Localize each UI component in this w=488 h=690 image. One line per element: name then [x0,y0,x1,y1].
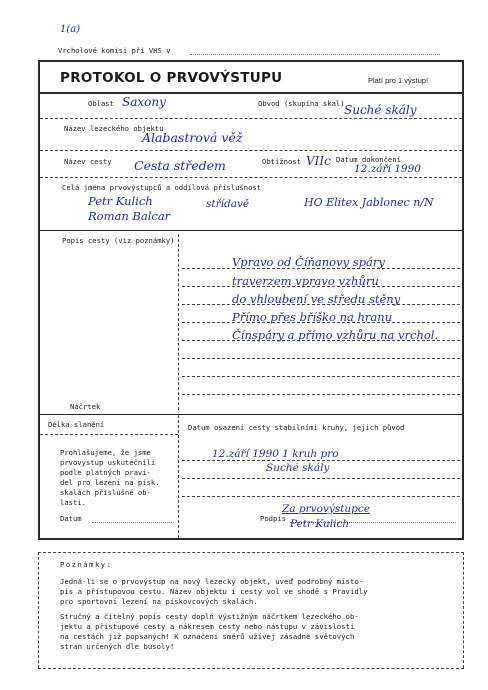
obvod-label: Obvod (skupina skal) [258,99,345,108]
form-top-border [38,60,464,62]
kruhy-line-1: 12.září 1990 1 kruh pro [212,448,339,460]
notes-line-3: pro sportovní lezení na pískovcových skalách. [60,597,258,606]
datum-value: 12.září 1990 [354,163,421,175]
climbers-note: střídavě [206,198,250,210]
climber-1: Petr Kulich [88,194,153,208]
climber-2: Roman Balcar [88,209,171,223]
signature-line-1: Za prvovýstupce [282,503,370,515]
notes-line-5: Stručný a čitelný popis cesty doplň výstižným náčrtkem lezeckého ob- [60,612,359,621]
description-line-3: do vhloubení ve středu stěny [232,292,401,306]
jmena-row-divider [38,230,464,231]
notes-line-7: na cestách již popsaných! K označení směrů užívej zásadně světových [60,632,355,641]
notes-top-border [38,552,464,553]
notes-bottom-border [38,668,464,669]
cesta-row-divider [40,177,462,178]
oblast-row-divider [40,118,462,119]
description-line-1: Vpravo od Číňanovy spáry [232,255,385,269]
notes-right-border [463,552,464,668]
prohlaseni-line-6: lasti. [60,498,86,507]
delka-column-divider [178,415,179,538]
podpis-label: Podpis [260,514,286,523]
notes-line-2: pis a přístupovou cestu. Název objektu i cesty vol ve shodě s Pravidly [60,587,368,596]
objekt-value: Alabastrová věž [142,130,243,145]
kruhy-rule-1 [182,460,460,461]
cesta-label: Název cesty [64,157,112,166]
kruhy-rule-2 [182,478,460,479]
notes-line-1: Jedná-li se o prvovýstup na nový lezecký objekt, uveď podrobný místo- [60,577,364,586]
popis-rule-8 [182,394,460,395]
prohlaseni-line-4: del pro lezení na písk. [60,478,160,487]
prohlaseni-line-3: podle platných pravi- [60,468,151,477]
commission-label: Vrcholové komisi při VHS v [58,46,171,55]
objekt-label: Název lezeckého objektu [64,124,164,133]
prohlaseni-line-2: prvovýstup uskutečnili [60,458,156,467]
jmena-label: Celá jména prvovýstupců a oddílová příslušnost [62,183,262,192]
kruhy-rule-3 [182,496,460,497]
popis-bottom-border [38,414,464,415]
obtiznost-value: VIIc [306,154,331,168]
kruhy-line-2: Suché skály [266,462,330,474]
oblast-value: Saxony [122,95,166,109]
prohlaseni-line-5: skalách příslušné ob- [60,488,151,497]
description-line-5: Čínspáry a přímo vzhůru na vrchol. [232,328,439,342]
popis-rule-6 [182,358,460,359]
signature-line-2: Petr Kulich [290,518,350,530]
cesta-value: Cesta středem [134,158,226,173]
notes-heading: Poznámky: [60,560,113,569]
datum-signature-label: Datum [60,514,82,523]
objekt-row-divider [40,150,462,151]
jistici-label: Datum osazení cesty stabilními kruhy, jejich původ [188,423,405,432]
notes-line-6: jektu a přístupové cesty a nákresem cesty nebo nástupu v závislosti [60,622,355,631]
datum-signature-dotline [92,522,172,523]
climbing-club: HO Elitex Jablonec n/N [304,196,434,209]
delka-divider [40,434,178,435]
description-line-4: Přímo přes bříško na hranu [232,310,393,324]
form-right-border [462,60,464,540]
delka-label: Délka slanění [48,420,105,429]
nacrtek-label: Náčrtek [70,402,101,411]
form-bottom-border [38,538,464,540]
datum-label: Datum dokončení [336,155,401,164]
obvod-value: Suché skály [344,103,417,117]
commission-dotline [190,54,440,55]
form-left-border [38,60,40,540]
notes-line-8: stran určených dle busoly! [60,642,175,651]
obtiznost-label: Obtížnost [262,157,301,166]
oblast-label: Oblast [88,99,114,108]
page-number: 1(a) [60,24,81,35]
popis-label: Popis cesty (viz poznámky) [62,236,175,245]
description-line-2: traverzem vpravo vzhůru [232,274,379,288]
title-bottom-border [38,92,464,94]
protocol-title: PROTOKOL O PRVOVÝSTUPU [60,70,283,86]
notes-left-border [38,552,39,668]
validity-note: Platí pro 1 výstup! [368,76,429,85]
prohlaseni-line-1: Prohlašujeme, že jsme [60,448,151,457]
popis-rule-7 [182,376,460,377]
popis-column-divider [178,234,179,410]
